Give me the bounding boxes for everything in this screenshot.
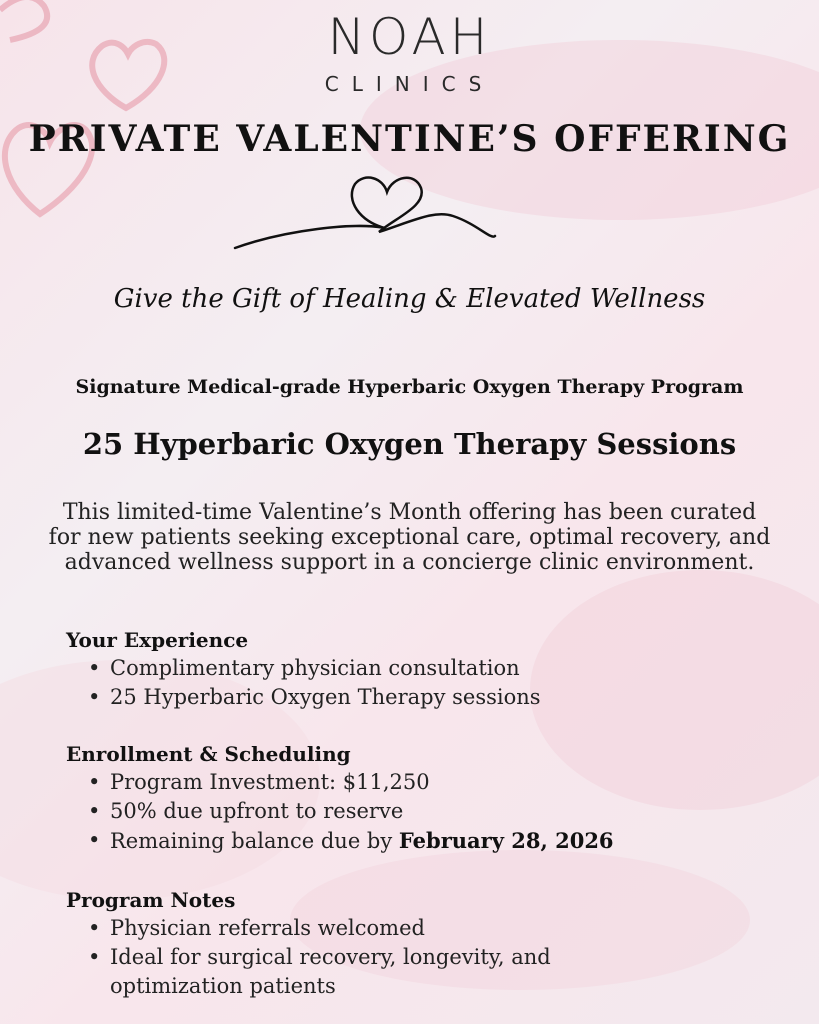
brand-subtitle: CLINICS xyxy=(324,72,495,96)
brand-logo xyxy=(0,8,819,66)
page-title: PRIVATE VALENTINE’S OFFERING xyxy=(28,118,791,160)
balance-label: Remaining balance due by xyxy=(110,829,399,853)
section-heading: Program Notes xyxy=(66,888,236,912)
tagline: Give the Gift of Healing & Elevated Wellness xyxy=(113,284,706,314)
description-line: This limited-time Valentine’s Month offering has been curated xyxy=(62,500,757,525)
description-line: for new patients seeking exceptional care, optimal recovery, and xyxy=(48,525,771,550)
list-item: • 25 Hyperbaric Oxygen Therapy sessions xyxy=(66,683,806,712)
sessions-title: 25 Hyperbaric Oxygen Therapy Sessions xyxy=(82,427,737,461)
list-item: • Complimentary physician consultation xyxy=(66,654,806,683)
list-item: • 50% due upfront to reserve xyxy=(66,797,806,826)
due-date: February 28, 2026 xyxy=(398,828,614,853)
section-enrollment-scheduling xyxy=(66,740,806,856)
heart-swirl-icon xyxy=(225,170,505,260)
section-heading: Enrollment & Scheduling xyxy=(66,742,351,766)
list-item xyxy=(66,826,806,856)
list-item-continuation: optimization patients xyxy=(110,974,336,998)
section-program-notes xyxy=(66,886,806,1001)
description xyxy=(0,500,819,575)
description-line: advanced wellness support in a concierge clinic environment. xyxy=(64,550,755,575)
section-your-experience xyxy=(66,626,806,712)
list-item: • Physician referrals welcomed xyxy=(66,914,806,943)
list-item: • Program Investment: $11,250 xyxy=(66,768,806,797)
program-title: Signature Medical-grade Hyperbaric Oxygen Therapy Program xyxy=(75,376,744,398)
brand-name: NOAH xyxy=(327,8,492,66)
section-heading: Your Experience xyxy=(66,628,249,652)
list-item: • Ideal for surgical recovery, longevity, and xyxy=(66,943,806,972)
